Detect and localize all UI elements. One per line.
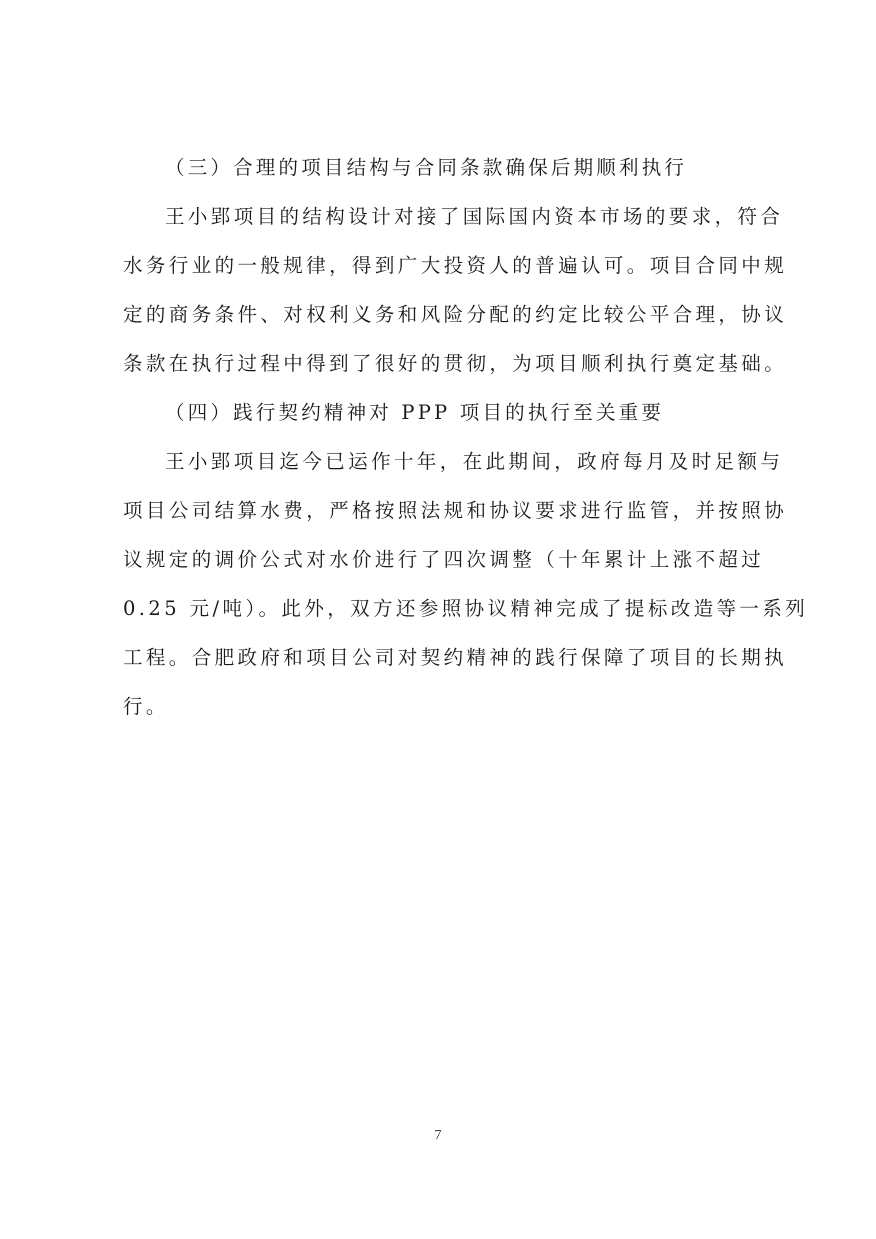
section-4-line-3: 议规定的调价公式对水价进行了四次调整（十年累计上涨不超过 xyxy=(123,548,765,571)
section-4-line-5: 工程。合肥政府和项目公司对契约精神的践行保障了项目的长期执 xyxy=(123,646,788,669)
section-4-line-6: 行。 xyxy=(123,695,169,718)
section-3-line-4: 条款在执行过程中得到了很好的贯彻，为项目顺利执行奠定基础。 xyxy=(123,352,788,375)
section-3-line-1: 王小郢项目的结构设计对接了国际国内资本市场的要求，符合 xyxy=(165,205,784,228)
section-4-heading: （四）践行契约精神对 PPP 项目的执行至关重要 xyxy=(165,401,665,424)
section-4-line-4: 0.25 元/吨）。此外，双方还参照协议精神完成了提标改造等一系列 xyxy=(123,597,809,620)
section-3-line-3: 定的商务条件、对权利义务和风险分配的约定比较公平合理，协议 xyxy=(123,303,788,326)
page-number: 7 xyxy=(434,1128,442,1143)
section-3-line-2: 水务行业的一般规律，得到广大投资人的普遍认可。项目合同中规 xyxy=(123,254,788,277)
section-4-line-1: 王小郢项目迄今已运作十年，在此期间，政府每月及时足额与 xyxy=(165,450,784,473)
section-4-line-2: 项目公司结算水费，严格按照法规和协议要求进行监管，并按照协 xyxy=(123,499,788,522)
section-3-heading: （三）合理的项目结构与合同条款确保后期顺利执行 xyxy=(165,156,688,179)
